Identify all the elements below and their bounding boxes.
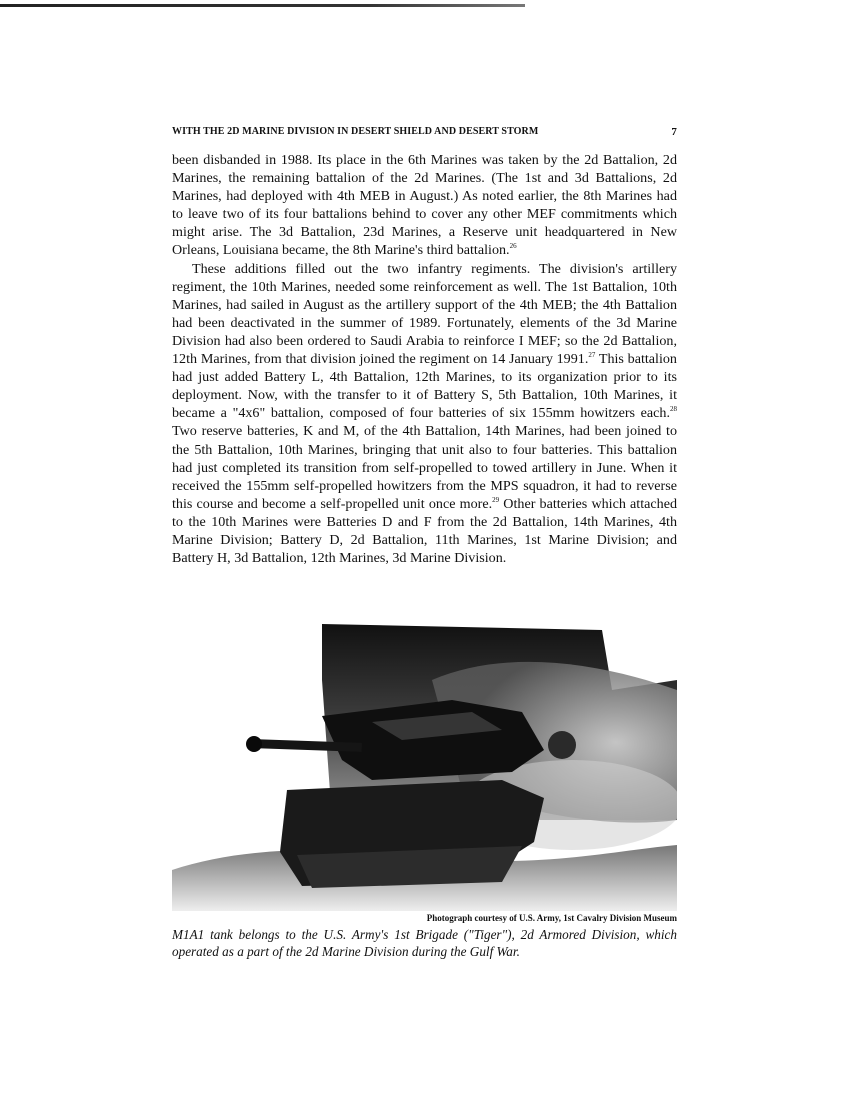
- paragraph-2-text-d: Other batteries which attached to the 10th Marines were Batteries D and F from the 2d Battalion, 14th Marines, 4th Marine Division; Battery D, 2d Battalion, 11th Marines, 1st Marine Division; and Battery H, 3d Battalion, 12th Marines, 3d Marine Division.: [172, 495, 677, 567]
- paragraph-1-text: been disbanded in 1988. Its place in the 6th Marines was taken by the 2d Battalion, 2d Marines, the remaining battalion of the 2d Marines. (The 1st and 3d Battalions, 2d Marines, had deployed with 4th MEB in August.) As noted earlier, the 8th Marines had to leave two of its four battalions behind to cover any other MEF commitments which might arise. The 3d Battalion, 23d Marines, a Reserve unit headquartered in New Orleans, Louisiana became, the 8th Marine's third battalion.: [172, 152, 677, 259]
- running-head: [172, 126, 677, 142]
- tank-turret: [322, 700, 544, 780]
- footnote-ref-29: 29: [492, 495, 500, 504]
- running-title: WITH THE 2D MARINE DIVISION IN DESERT SHIELD AND DESERT STORM: [172, 126, 539, 137]
- tank-photo: [172, 620, 677, 911]
- photo-credit: Photograph courtesy of U.S. Army, 1st Cavalry Division Museum: [426, 913, 677, 923]
- top-rule: [0, 4, 525, 7]
- paragraph-2-text-a: These additions filled out the two infantry regiments. The division's artillery regiment, the 10th Marines, needed some reinforcement as well. The 1st Battalion, 10th Marines, had sailed in August as the artillery support of the 4th MEB; the 4th Battalion had been deactivated in the summer of 1989. Fortunately, elements of the 3d Marine Division had also been ordered to Saudi Arabia to reinforce I MEF; so the 2d Battalion, 12th Marines, from that division joined the regiment on 14 January 1991.: [172, 260, 677, 368]
- footnote-ref-27: 27: [588, 351, 596, 360]
- paragraph-2: [172, 260, 677, 568]
- body-text: [172, 151, 677, 567]
- footnote-ref-26: 26: [509, 242, 517, 251]
- page-number: 7: [671, 126, 677, 138]
- paragraph-2-text-c: Two reserve batteries, K and M, of the 4th Battalion, 14th Marines, had been joined to the 5th Battalion, 10th Marines, bringing that unit also to four batteries. This battalion had just completed its transition from self-propelled to towed artillery in June. When it received the 155mm self-propelled howitzers from the MPS squadron, it had to reverse this course and become a self-propelled unit once more.: [172, 423, 677, 512]
- footnote-ref-28: 28: [670, 405, 677, 414]
- paragraph-1: [172, 151, 677, 260]
- paragraph-2-text-b: This battalion had just added Battery L, 4th Battalion, 12th Marines, to its organization prior to its deployment. Now, with the transfer to it of Battery S, 5th Battalion, 10th Marines, it became a "4x6" battalion, composed of four batteries of six 155mm howitzers each.: [172, 351, 677, 422]
- road-wheel: [548, 731, 576, 759]
- photo-caption: M1A1 tank belongs to the U.S. Army's 1st Brigade ("Tiger"), 2d Armored Division, which operated as a part of the 2d Marine Division during the Gulf War.: [172, 927, 677, 959]
- gun-muzzle: [246, 736, 262, 752]
- tank-photo-image: [172, 620, 677, 911]
